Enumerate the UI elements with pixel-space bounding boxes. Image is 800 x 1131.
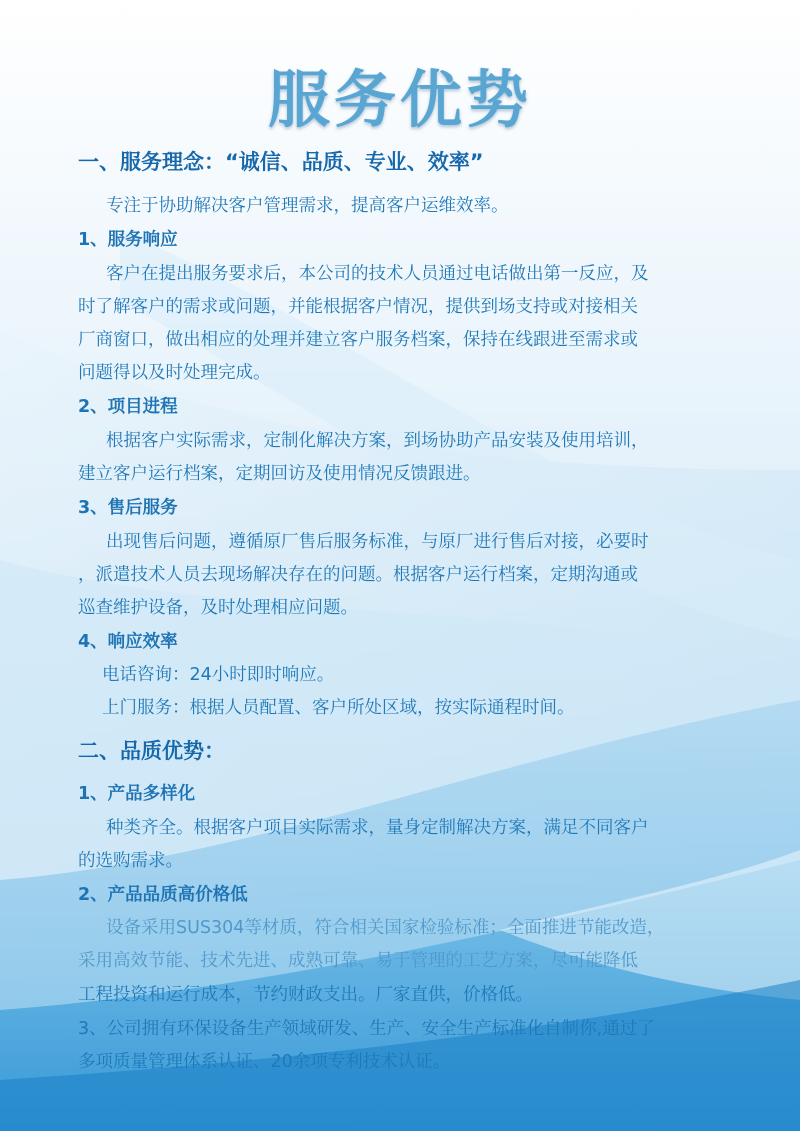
- item-heading-high-quality-low-price: 2、产品品质高价格低: [78, 885, 248, 905]
- paragraph-line: 根据客户实际需求，定制化解决方案，到场协助产品安装及使用培训，: [106, 431, 649, 451]
- paragraph-line: 种类齐全。根据客户项目实际需求，量身定制解决方案，满足不同客户: [106, 818, 649, 838]
- paragraph-line: ，派遣技术人员去现场解决存在的问题。根据客户运行档案，定期沟通或: [78, 565, 638, 585]
- paragraph-line: 电话咨询：24小时即时响应。: [102, 665, 335, 685]
- paragraph-line: 时了解客户的需求或问题，并能根据客户情况，提供到场支持或对接相关: [78, 297, 638, 317]
- paragraph-line: 建立客户运行档案，定期回访及使用情况反馈跟进。: [78, 464, 481, 484]
- paragraph-line: 设备采用SUS304等材质，符合相关国家检验标准；全面推进节能改造，: [106, 918, 665, 938]
- paragraph-line: 厂商窗口，做出相应的处理并建立客户服务档案，保持在线跟进至需求或: [78, 330, 638, 350]
- paragraph-line-certifications: 3、公司拥有环保设备生产领域研发、生产、安全生产标准化自制你,通过了: [78, 1019, 655, 1039]
- paragraph-line: 巡查维护设备，及时处理相应问题。: [78, 598, 358, 618]
- paragraph-line: 出现售后问题，遵循原厂售后服务标准，与原厂进行售后对接，必要时: [106, 532, 649, 552]
- item-heading-service-response: 1、服务响应: [78, 230, 178, 250]
- paragraph-line: 客户在提出服务要求后，本公司的技术人员通过电话做出第一反应，及: [106, 264, 649, 284]
- section-heading-quality-advantage: 二、品质优势：: [78, 739, 225, 763]
- paragraph-line: 采用高效节能、技术先进、成熟可靠、易于管理的工艺方案，尽可能降低: [78, 951, 638, 971]
- paragraph-line: 问题得以及时处理完成。: [78, 363, 271, 383]
- paragraph-line: 的选购需求。: [78, 851, 183, 871]
- section-intro-text: 专注于协助解决客户管理需求，提高客户运维效率。: [106, 196, 509, 216]
- paragraph-line-certifications: 多项质量管理体系认证、20余项专利技术认证。: [78, 1052, 451, 1072]
- item-heading-response-efficiency: 4、响应效率: [78, 632, 178, 652]
- paragraph-line: 工程投资和运行成本，节约财政支出。厂家直供，价格低。: [78, 985, 533, 1005]
- section-heading-service-philosophy: 一、服务理念：“诚信、品质、专业、效率”: [78, 150, 484, 174]
- page-title: 服务优势: [267, 63, 532, 136]
- item-heading-after-sales: 3、售后服务: [78, 498, 178, 518]
- item-heading-product-diversity: 1、产品多样化: [78, 784, 196, 804]
- paragraph-line: 上门服务：根据人员配置、客户所处区域，按实际通程时间。: [102, 698, 575, 718]
- item-heading-project-progress: 2、项目进程: [78, 397, 178, 417]
